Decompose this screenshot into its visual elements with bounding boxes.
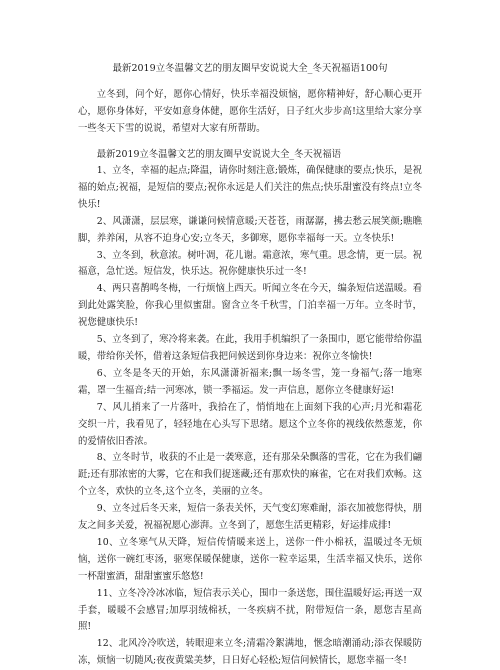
wish-item: 2、风潇潇，层层寒，谦谦问候情意暖;天苍苍，雨潺潺，拂去愁云展笑颜;瞧瞧脚，养养闲，从容不迫身心安;立冬天，多御寒，愿你幸福每一天。立冬快乐! xyxy=(78,215,422,244)
intro-paragraph: 立冬到，问个好，愿你心情好，快乐幸福没烦恼，愿你精神好，舒心顺心更开心，愿你身体好，平安如意身体健，愿你生活好，日子红火步步高!这里给大家分享一些冬天下雪的说说，希望对大家有所帮助。 xyxy=(78,89,422,134)
wish-item: 4、两只喜鹊鸣冬梅，一行烦恼上西天。听闻立冬在今天，编条短信送温暖。看到此处露笑脸，你我心里似蜜甜。窗含立冬千秋雪，门泊幸福一万年。立冬时节，祝您健康快乐! xyxy=(78,283,422,329)
wish-item: 7、风儿捎来了一片落叶，我拾在了，悄悄地在上面刻下我的心声;月光和霜花交织一片，我看见了，轻轻地在心头写下思绪。愿这个立冬你的视线依然葱茏，你的爱情依旧香浓。 xyxy=(78,401,422,447)
wish-item: 10、立冬寒气从天降，短信传情暖来送上，送你一件小棉袄，温暖过冬无烦恼，送你一碗红枣汤，驱寒保暖保健康，送你一粒幸运果，生活幸福又快乐，送你一杯甜蜜酒，甜甜蜜蜜乐悠悠! xyxy=(78,536,422,582)
document-title: 最新2019立冬温馨文艺的朋友圈早安说说大全_冬天祝福语100句 xyxy=(112,63,388,74)
wish-item: 3、立冬到，秋意浓。树叶凋，花儿谢。霜意浓，寒气重。思念情，更一层。祝福意，急忙送。短信发，快乐达。祝你健康快乐过一冬! xyxy=(78,249,422,278)
wish-item: 11、立冬冷冷冰冰临，短信表示关心，围巾一条送您，围住温暖好运;再送一双手套，暖暖不会感冒;加厚羽绒棉袄，一冬疾病不扰，附带短信一条，愿您吉星高照! xyxy=(78,587,422,633)
wish-item: 1、立冬，幸福的起点;降温，请你时刻注意;锻炼，确保健康的要点;快乐，是祝福的始点;祝福，是短信的要点;祝你永远是人们关注的焦点;快乐甜蜜没有终点!立冬快乐! xyxy=(78,165,422,210)
section-subtitle: 最新2019立冬温馨文艺的朋友圈早安说说大全_冬天祝福语 xyxy=(96,149,341,160)
wish-item: 5、立冬到了，寒冷将来袭。在此，我用手机编织了一条围巾，愿它能带给你温暖，带给你关怀，借着这条短信我把问候送到你身边来：祝你立冬愉快! xyxy=(78,334,422,362)
wish-item: 6、立冬是冬天的开始，东风潇潇祈福来;飘一场冬雪，笼一身福气;落一地寒霜，罩一生福音;结一河寒冰，锁一季福运。发一声信息，愿你立冬健康好运! xyxy=(78,367,422,396)
wish-item: 12、北风冷冷吹送，转眼迎来立冬;清霜冷絮满地，惬念暗潮涌动;添衣保暖防冻，烦恼一切随风;夜夜黄粱美梦，日日好心轻松;短信问候情长，愿您幸福一冬! xyxy=(78,638,422,667)
wish-item: 8、立冬时节，收获的不止是一袭寒意，还有那朵朵飘落的雪花，它在为我们翩跹;还有那浓密的大雾，它在和我们捉迷藏;还有那欢快的麻雀，它在对我们欢畅。这个立冬，欢快的立冬,这个立冬，美丽的立冬。 xyxy=(78,452,422,498)
wish-item: 9、立冬过后冬天来，短信一条表关怀，天气变幻寒难耐，添衣加被您得快，朋友之间多关爱，祝福祝愿心澎湃。立冬到了，愿您生活更精彩，好运排成排! xyxy=(78,503,422,532)
